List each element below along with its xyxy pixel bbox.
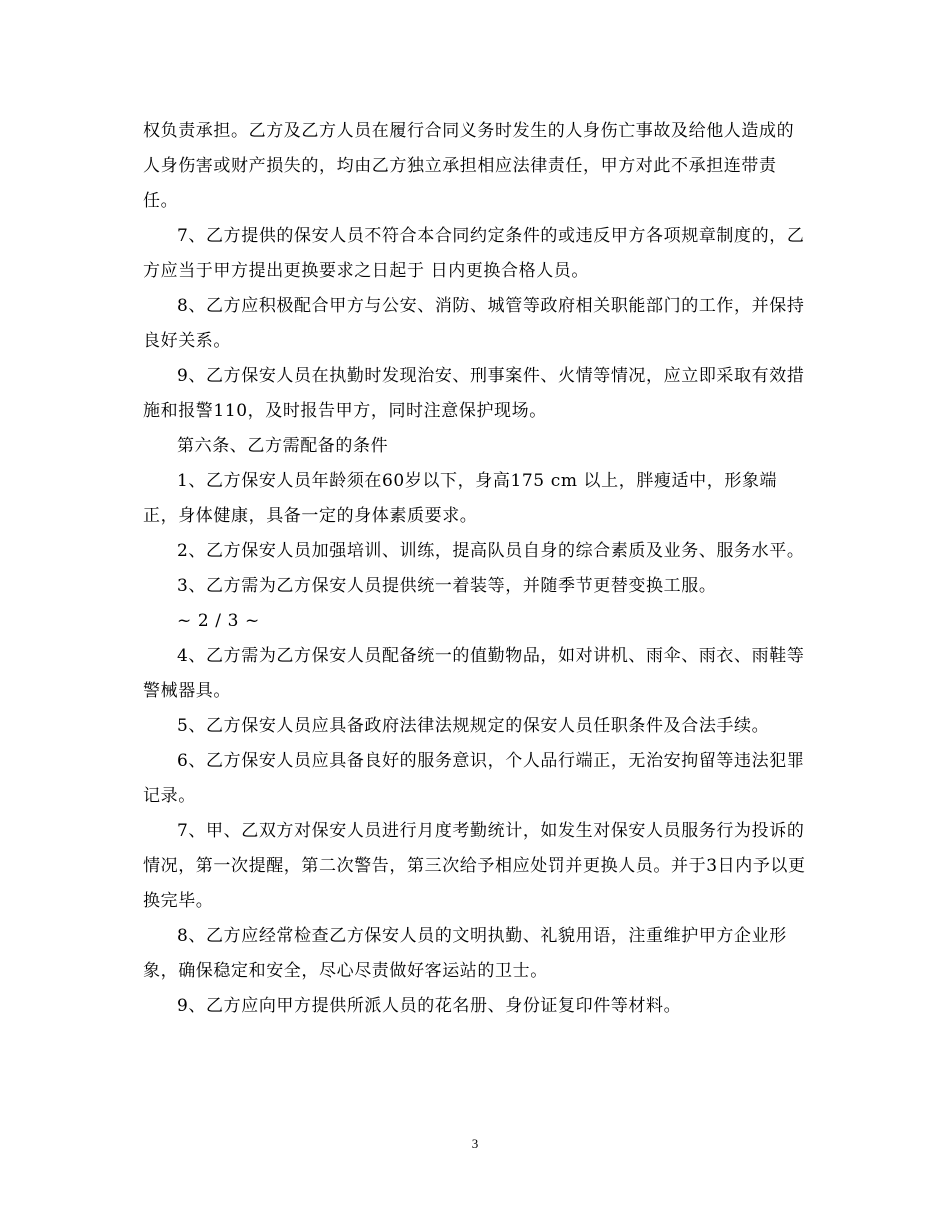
paragraph-condition-5: 5、乙方保安人员应具备政府法律法规规定的保安人员任职条件及合法手续。 — [177, 716, 770, 736]
paragraph-condition-3: 3、乙方需为乙方保安人员提供统一着装等，并随季节更替变换工服。 — [177, 576, 717, 596]
paragraph-condition-1: 1、乙方保安人员年龄须在60岁以下，身高175 cm 以上，胖瘦适中，形象端正，身体健康，具备一定的身体素质要求。 — [143, 471, 778, 526]
paragraph-clause-9: 9、乙方保安人员在执勤时发现治安、刑事案件、火情等情况，应立即采取有效措施和报警110，及时报告甲方，同时注意保护现场。 — [143, 366, 805, 421]
page-number: 3 — [471, 1136, 479, 1151]
paragraph-condition-9: 9、乙方应向甲方提供所派人员的花名册、身份证复印件等材料。 — [177, 996, 682, 1016]
paragraph-clause-7: 7、乙方提供的保安人员不符合本合同约定条件的或违反甲方各项规章制度的，乙方应当于甲方提出更换要求之日起于 日内更换合格人员。 — [143, 226, 805, 281]
paragraph-condition-4: 4、乙方需为乙方保安人员配备统一的值勤物品，如对讲机、雨伞、雨衣、雨鞋等警械器具。 — [143, 646, 805, 701]
paragraph-condition-2: 2、乙方保安人员加强培训、训练，提高队员自身的综合素质及业务、服务水平。 — [177, 541, 805, 561]
inline-page-marker: ~ 2 / 3 ~ — [177, 611, 260, 631]
paragraph-continuation: 权负责承担。乙方及乙方人员在履行合同义务时发生的人身伤亡事故及给他人造成的人身伤害或财产损失的，均由乙方独立承担相应法律责任，甲方对此不承担连带责任。 — [143, 121, 795, 211]
paragraph-clause-8: 8、乙方应积极配合甲方与公安、消防、城管等政府相关职能部门的工作，并保持良好关系。 — [143, 296, 805, 351]
section-heading-article-6: 第六条、乙方需配备的条件 — [177, 436, 389, 456]
paragraph-condition-8: 8、乙方应经常检查乙方保安人员的文明执勤、礼貌用语，注重维护甲方企业形象，确保稳定和安全，尽心尽责做好客运站的卫士。 — [143, 926, 787, 981]
document-body — [143, 114, 811, 1024]
paragraph-condition-6: 6、乙方保安人员应具备良好的服务意识，个人品行端正，无治安拘留等违法犯罪记录。 — [143, 751, 805, 806]
paragraph-condition-7: 7、甲、乙双方对保安人员进行月度考勤统计，如发生对保安人员服务行为投诉的情况，第一次提醒，第二次警告，第三次给予相应处罚并更换人员。并于3日内予以更换完毕。 — [143, 821, 806, 911]
